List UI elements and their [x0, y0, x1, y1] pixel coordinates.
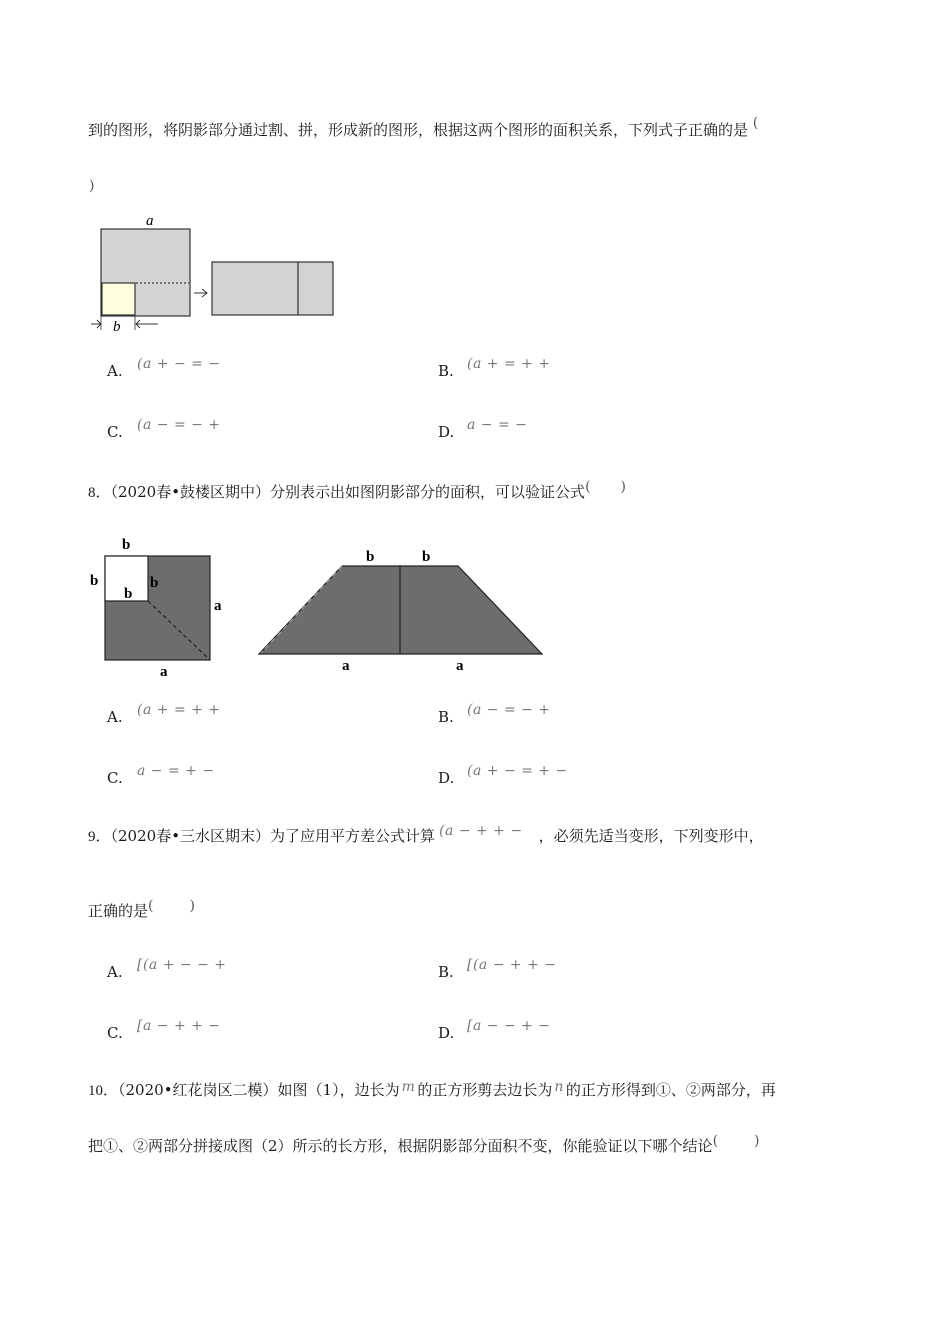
q7-rectangle: [212, 262, 333, 315]
svg-text:b: b: [150, 575, 159, 591]
q9-formula: (a − + + −: [439, 823, 523, 839]
svg-text:b: b: [90, 573, 99, 589]
q9-paren-open: (: [148, 898, 154, 914]
q9-option-b-letter[interactable]: B.: [438, 963, 454, 981]
q10-stem-line1: [88, 1080, 776, 1101]
q7-option-b-formula: (a + = + +: [467, 356, 551, 372]
q10-text-a: 如图（1），边长为: [277, 1081, 400, 1099]
q9-source: （2020春•三水区期末）: [110, 827, 271, 845]
q9-stem-line2: [88, 898, 195, 922]
q8-paren-close: ): [620, 479, 626, 495]
q10-text-b: 的正方形剪去边长为: [417, 1081, 553, 1099]
q10-var-m: m: [401, 1079, 416, 1095]
q9-option-b-formula: [(a − + + −: [467, 957, 557, 973]
q9-option-c-letter[interactable]: C.: [107, 1024, 123, 1042]
q7-paren-open: (: [752, 115, 759, 131]
q7-option-c-formula: (a − = − +: [137, 417, 221, 433]
q10-number: 10．: [88, 1083, 119, 1099]
q7-stem-line1: [88, 115, 759, 141]
q8-option-b-letter[interactable]: B.: [438, 708, 454, 726]
q8-option-a-letter[interactable]: A.: [107, 708, 123, 726]
q9-text-after: ，必须先适当变形，下列变形中，: [538, 827, 764, 845]
q9-line2-text: 正确的是: [88, 902, 149, 920]
q7-option-c-letter[interactable]: C.: [107, 423, 123, 441]
q7-option-a-formula: (a + − = −: [137, 356, 221, 372]
q10-paren-close: ): [754, 1133, 760, 1149]
q9-option-a-letter[interactable]: A.: [107, 963, 123, 981]
q10-text-c: 的正方形得到①、②两部分，再: [565, 1081, 776, 1099]
q7-label-b: b: [113, 319, 121, 335]
q8-option-d-formula: (a + − = + −: [467, 763, 568, 779]
q7-option-d-letter[interactable]: D.: [438, 423, 455, 441]
q10-stem-line2: [88, 1133, 760, 1157]
q8-option-b-formula: (a − = − +: [467, 702, 551, 718]
svg-text:a: a: [160, 664, 168, 680]
svg-text:b: b: [122, 537, 131, 553]
q8-option-c-formula: a − = + −: [137, 763, 215, 779]
svg-text:b: b: [124, 586, 133, 602]
q7-option-a-letter[interactable]: A.: [107, 362, 123, 380]
q7-small-square: [102, 283, 135, 315]
q8-stem: [88, 479, 626, 503]
svg-text:b: b: [422, 549, 431, 565]
q8-paren-open: (: [585, 479, 591, 495]
q9-paren-close: ): [189, 898, 195, 914]
q8-figure: [84, 532, 546, 680]
q8-text: 分别表示出如图阴影部分的面积，可以验证公式: [270, 483, 586, 501]
q10-line2-text: 把①、②两部分拼接成图（2）所示的长方形，根据阴影部分面积不变，你能验证以下哪个结论: [88, 1137, 713, 1155]
q7-option-b-letter[interactable]: B.: [438, 362, 454, 380]
svg-text:a: a: [456, 658, 464, 674]
q7-label-a: a: [146, 213, 154, 229]
q10-source: （2020•红花岗区二模）: [118, 1081, 278, 1099]
q7-figure: [88, 208, 340, 336]
svg-text:a: a: [214, 598, 222, 614]
svg-text:a: a: [342, 658, 350, 674]
q8-options: [107, 702, 807, 792]
q9-number: 9．: [88, 829, 111, 845]
q9-options: [107, 957, 807, 1047]
q9-option-a-formula: [(a + − − +: [137, 957, 227, 973]
q10-paren-open: (: [712, 1133, 719, 1149]
q9-text: 为了应用平方差公式计算: [270, 827, 436, 845]
q7-option-d-formula: a − = −: [467, 417, 528, 433]
q8-number: 8．: [88, 485, 111, 501]
q7-paren-close: ): [89, 178, 95, 194]
q8-option-c-letter[interactable]: C.: [107, 769, 123, 787]
q8-source: （2020春•鼓楼区期中）: [110, 483, 271, 501]
q7-stem-text: 到的图形，将阴影部分通过割、拼，形成新的图形，根据这两个图形的面积关系，下列式子正确的是: [88, 121, 749, 139]
q8-option-d-letter[interactable]: D.: [438, 769, 455, 787]
q10-var-n: n: [554, 1079, 564, 1095]
q8-option-a-formula: (a + = + +: [137, 702, 221, 718]
q9-option-d-formula: [a − − + −: [467, 1018, 551, 1034]
q7-options: [107, 356, 807, 446]
q9-option-c-formula: [a − + + −: [137, 1018, 221, 1034]
q9-option-d-letter[interactable]: D.: [438, 1024, 455, 1042]
svg-text:b: b: [366, 549, 375, 565]
q9-stem-line1: [88, 823, 764, 847]
